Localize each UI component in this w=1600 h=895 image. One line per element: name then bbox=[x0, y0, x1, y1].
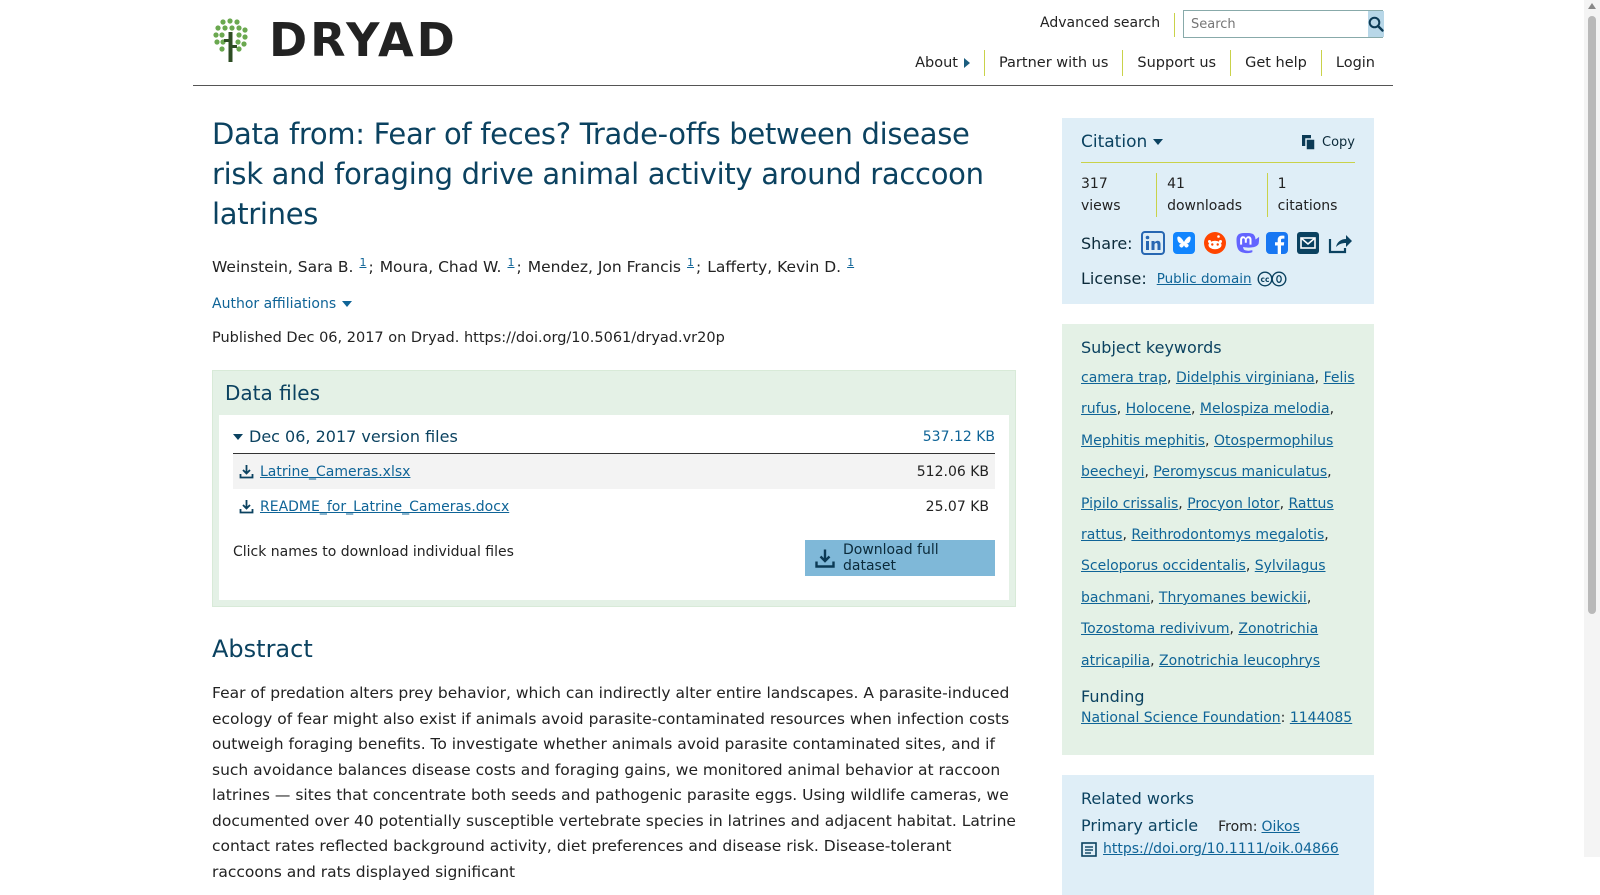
author bbox=[707, 256, 856, 276]
affiliation-ref[interactable]: 1 bbox=[687, 256, 695, 269]
file-link[interactable]: README_for_Latrine_Cameras.docx bbox=[260, 498, 510, 515]
email-icon[interactable] bbox=[1296, 231, 1320, 255]
primary-article-label: Primary article bbox=[1081, 816, 1199, 835]
published-info: Published Dec 06, 2017 on Dryad. https://doi.org/10.5061/dryad.vr20p bbox=[212, 330, 725, 347]
citation-toggle[interactable] bbox=[1081, 132, 1163, 152]
keyword-link[interactable]: Procyon lotor bbox=[1187, 495, 1280, 512]
funding-row: National Science Foundation: 1144085 bbox=[1081, 710, 1353, 727]
file-size: 25.07 KB bbox=[925, 498, 989, 515]
file-link-wrap bbox=[239, 464, 410, 480]
author-name: Weinstein, Sara B. bbox=[212, 258, 354, 277]
abstract-heading: Abstract bbox=[212, 635, 313, 664]
download-icon bbox=[239, 464, 254, 479]
keyword-link[interactable]: Rattus rattus bbox=[1081, 495, 1334, 544]
abstract-text: Fear of predation alters prey behavior, which can indirectly alter entire landscapes. A parasite-induced ecology of fear might also exist if animals avoid parasite-contaminated resources when infection costs outweigh foraging benefits. To investigate whether animals avoid parasite contaminated sites, and if such avoidance balances disease costs and foraging gains, we monitored animal behavior at raccoon latrines — sites that concentrate both seeds and pathogenic parasite eggs. Using wildlife cameras, we documented over 40 potentially susceptible vertebrate species in latrines and adjacent habitat. Latrine contact rates reflected background activity, diet preferences and disease risk. Disease-tolerant raccoons and rats displayed significant bbox=[212, 684, 1016, 881]
author-name: Lafferty, Kevin D. bbox=[707, 258, 842, 277]
citation-label: Citation bbox=[1081, 132, 1148, 152]
author-affiliations-toggle[interactable] bbox=[212, 296, 1016, 312]
related-doi-link[interactable]: https://doi.org/10.1111/oik.04866 bbox=[1103, 841, 1339, 857]
related-works-heading: Related works bbox=[1081, 789, 1194, 808]
author-list bbox=[212, 256, 1016, 276]
copy-citation-button[interactable] bbox=[1301, 134, 1355, 151]
views-count: 317 views bbox=[1081, 176, 1121, 214]
data-files-body bbox=[219, 415, 1009, 600]
keyword-link[interactable]: Felis rufus bbox=[1081, 370, 1355, 418]
version-label-wrap bbox=[233, 427, 458, 446]
funder-link[interactable]: National Science Foundation bbox=[1081, 710, 1281, 727]
related-doi-row bbox=[1081, 841, 1355, 857]
citation-panel bbox=[1062, 118, 1374, 304]
keyword-link[interactable]: Reithrodontomys megalotis bbox=[1131, 527, 1325, 544]
main-nav bbox=[901, 50, 1389, 76]
nav-partner[interactable]: Partner with us bbox=[984, 50, 1122, 76]
file-row bbox=[233, 454, 995, 489]
primary-article-row bbox=[1081, 816, 1355, 835]
share-label: Share: bbox=[1081, 233, 1133, 253]
version-toggle[interactable] bbox=[233, 427, 995, 454]
journal-link[interactable]: Oikos bbox=[1261, 819, 1300, 835]
file-row bbox=[233, 489, 995, 524]
copy-label: Copy bbox=[1322, 134, 1355, 150]
download-icon bbox=[815, 548, 835, 568]
related-works-panel bbox=[1062, 775, 1374, 895]
share-row bbox=[1081, 231, 1355, 255]
license-row bbox=[1081, 269, 1355, 288]
funding-heading: Funding bbox=[1081, 687, 1145, 707]
caret-right-icon bbox=[964, 58, 970, 68]
caret-down-icon bbox=[1153, 139, 1163, 145]
nav-about-label: About bbox=[915, 55, 958, 71]
share-icon[interactable] bbox=[1327, 231, 1353, 255]
bluesky-icon[interactable] bbox=[1172, 231, 1196, 255]
article-icon bbox=[1081, 842, 1097, 857]
keyword-link[interactable]: camera trap bbox=[1081, 370, 1168, 386]
facebook-icon[interactable] bbox=[1265, 231, 1289, 255]
caret-down-icon bbox=[233, 434, 243, 440]
download-full-dataset-label: Download full dataset bbox=[843, 542, 939, 575]
search-box bbox=[1183, 10, 1383, 38]
version-label: Dec 06, 2017 version files bbox=[249, 427, 458, 447]
nav-about[interactable] bbox=[901, 50, 984, 76]
keyword-link[interactable]: Zonotrichia leucophrys bbox=[1159, 652, 1320, 669]
download-hint: Click names to download individual files bbox=[233, 544, 514, 561]
author bbox=[380, 256, 522, 276]
linkedin-icon[interactable] bbox=[1141, 231, 1165, 255]
page-scrollbar[interactable] bbox=[1584, 0, 1600, 857]
scroll-up-arrow-icon[interactable] bbox=[1588, 3, 1596, 9]
author-separator: ; bbox=[696, 258, 702, 277]
search-input[interactable] bbox=[1184, 11, 1368, 37]
site-header bbox=[193, 0, 1393, 86]
author-separator: ; bbox=[368, 258, 374, 277]
data-files-panel bbox=[212, 370, 1016, 607]
main-content bbox=[212, 114, 1016, 885]
file-size: 512.06 KB bbox=[916, 463, 989, 480]
author bbox=[212, 256, 374, 276]
cc-zero-icon bbox=[1257, 271, 1289, 287]
tree-logo-icon bbox=[213, 18, 249, 62]
award-link[interactable]: 1144085 bbox=[1289, 710, 1353, 727]
downloads-count: 41 downloads bbox=[1156, 173, 1267, 217]
nav-help[interactable]: Get help bbox=[1230, 50, 1321, 76]
author bbox=[528, 256, 702, 276]
keyword-link[interactable]: Otospermophilus beecheyi bbox=[1081, 432, 1334, 481]
file-link[interactable]: Latrine_Cameras.xlsx bbox=[260, 463, 411, 480]
keywords-panel bbox=[1062, 324, 1374, 755]
keyword-link[interactable]: Thryomanes bewickii bbox=[1158, 589, 1307, 606]
nav-login[interactable]: Login bbox=[1321, 50, 1389, 76]
keywords-heading: Subject keywords bbox=[1081, 338, 1222, 357]
search-icon bbox=[1368, 16, 1384, 32]
caret-down-icon bbox=[342, 301, 352, 307]
search-button[interactable] bbox=[1368, 11, 1384, 37]
affiliation-ref[interactable]: 1 bbox=[359, 256, 367, 269]
affiliation-ref[interactable]: 1 bbox=[507, 256, 515, 269]
affiliation-ref[interactable]: 1 bbox=[847, 256, 855, 269]
keyword-link[interactable]: Zonotrichia atricapilia bbox=[1081, 621, 1319, 669]
from-journal bbox=[1218, 819, 1300, 835]
keyword-list: camera trap, Didelphis virginiana, Felis rufus, Holocene, Melospiza melodia, Mephitis mephitis, Otospermophilus beecheyi, Peromyscus maniculatus, Pipilo crissalis, Procyon lotor, Rattus rattus, Reithrodontomys megalotis, Sceloporus occidentalis, Sylvilagus bachmani, Thryomanes bewickii, Tozostoma redivivum, Zonotrichia atricapilia, Zonotrichia leucophrys bbox=[1081, 370, 1355, 669]
copy-icon bbox=[1301, 134, 1317, 151]
author-name: Mendez, Jon Francis bbox=[527, 258, 682, 277]
author-name: Moura, Chad W. bbox=[379, 258, 502, 277]
logo-text: DRYAD bbox=[269, 13, 458, 67]
keyword-link[interactable]: Peromyscus maniculatus bbox=[1153, 464, 1328, 481]
version-size: 537.12 KB bbox=[922, 428, 995, 445]
mastodon-icon[interactable] bbox=[1234, 231, 1258, 255]
advanced-search-link[interactable]: Advanced search bbox=[1040, 13, 1175, 37]
from-label: From: bbox=[1218, 819, 1258, 835]
data-files-footer bbox=[233, 540, 995, 576]
keyword-link[interactable]: Pipilo crissalis bbox=[1081, 495, 1179, 512]
download-full-dataset-button[interactable] bbox=[805, 540, 995, 576]
keyword-link[interactable]: Tozostoma redivivum bbox=[1081, 621, 1230, 638]
keyword-link[interactable]: Holocene bbox=[1125, 401, 1191, 418]
data-files-heading: Data files bbox=[225, 381, 320, 406]
keyword-link[interactable]: Melospiza melodia bbox=[1199, 401, 1330, 418]
page-title: Data from: Fear of feces? Trade-offs between disease risk and foraging drive animal activity around raccoon latrines bbox=[212, 117, 984, 231]
svg-text:cc: cc bbox=[1260, 274, 1269, 284]
file-link-wrap bbox=[239, 499, 509, 515]
scroll-thumb[interactable] bbox=[1588, 16, 1596, 614]
keyword-link[interactable]: Didelphis virginiana bbox=[1175, 370, 1315, 386]
nav-support[interactable]: Support us bbox=[1122, 50, 1230, 76]
keyword-link[interactable]: Mephitis mephitis bbox=[1081, 432, 1206, 449]
license-label: License: bbox=[1081, 269, 1147, 288]
license-link[interactable]: Public domain bbox=[1156, 270, 1252, 287]
citation-header bbox=[1081, 132, 1355, 163]
dryad-logo[interactable] bbox=[213, 13, 458, 67]
keyword-link[interactable]: Sylvilagus bachmani bbox=[1081, 558, 1326, 606]
download-icon bbox=[239, 499, 254, 514]
author-separator: ; bbox=[516, 258, 522, 277]
keyword-link[interactable]: Sceloporus occidentalis bbox=[1081, 558, 1246, 575]
author-affiliations-label: Author affiliations bbox=[212, 296, 337, 313]
citations-count: 1 citations bbox=[1267, 173, 1355, 217]
usage-metrics bbox=[1081, 163, 1355, 227]
reddit-icon[interactable] bbox=[1203, 231, 1227, 255]
